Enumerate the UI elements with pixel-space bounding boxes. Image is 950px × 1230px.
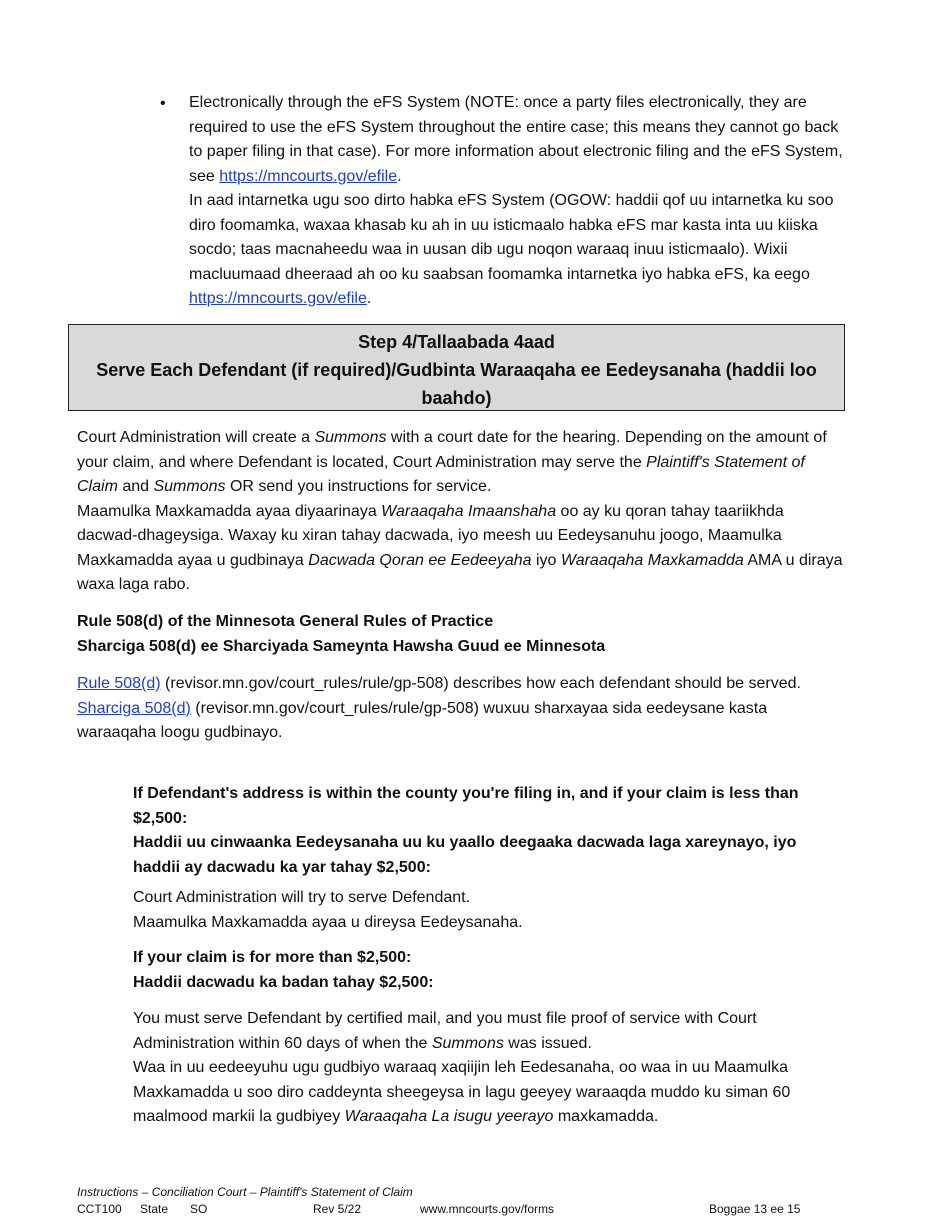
efile-link-somali[interactable]: https://mncourts.gov/efile	[189, 290, 367, 307]
footer-language: SO	[190, 1202, 208, 1216]
case2-heading-english: If your claim is for more than $2,500:	[133, 949, 412, 966]
rule-description	[77, 672, 847, 746]
footer-revision: Rev 5/22	[313, 1202, 362, 1216]
case1-heading	[133, 782, 833, 880]
efs-bullet-english: Electronically through the eFS System (NOTE: once a party files electronically, they are required to use the eFS System throughout the entire case; this means they cannot go back to paper filing in that case). For more information about electronic filing and the eFS System, see https://mncourts.gov/efile.	[189, 94, 843, 185]
rule-heading-english: Rule 508(d) of the Minnesota General Rules of Practice	[77, 613, 494, 630]
case1-text	[133, 886, 833, 935]
bullet-icon: •	[160, 95, 166, 112]
case2-heading	[133, 946, 833, 995]
sharciga-508d-link[interactable]: Sharciga 508(d)	[77, 699, 191, 717]
footer-page-number: Boggae 13 ee 15	[709, 1202, 801, 1216]
step-4-title: Step 4/Tallaabada 4aad	[358, 332, 555, 352]
case1-heading-english: If Defendant's address is within the county you're filing in, and if your claim is less than $2,500:	[133, 785, 799, 827]
rule-heading	[77, 610, 847, 659]
case2-heading-somali: Haddii dacwadu ka badan tahay $2,500:	[133, 973, 434, 991]
intro-somali: Maamulka Maxkamadda ayaa diyaarinaya Waraaqaha Imaanshaha oo ay ku qoran tahay taariikhda dacwad-dhageysiga. Waxay ku xiran tahay dacwada, iyo meesh uu Eedeysanuhu joogo, Maamulka Maxkamadda ayaa u gudbinaya Dacwada Qoran ee Eedeeyaha iyo Waraaqaha Maxkamadda AMA u diraya waxa laga rabo.	[77, 502, 843, 593]
case2-text-english: You must serve Defendant by certified mail, and you must file proof of service with Court Administration within 60 days of when the Summons was issued.	[133, 1010, 757, 1052]
step-4-subtitle: Serve Each Defendant (if required)/Gudbinta Waraaqaha ee Eedeysanaha (haddii loo baahdo)	[96, 360, 817, 408]
footer-state: State	[140, 1202, 169, 1216]
efs-bullet-item	[189, 91, 849, 312]
footer-form-code: CCT100	[77, 1202, 122, 1216]
efs-bullet-somali: In aad intarnetka ugu soo dirto habka eFS System (OGOW: haddii qof uu intarnetka ku soo diro foomamka, waxaa khasab ku ah in uu isticmaalo habka eFS mar kasta inta uu kiiska socdo; taas macnaheedu waa in uusan dib ugu noqon waraaq inuu isticmaalo). Wixii macluumaad dheeraad ah oo ku saabsan foomamka intarnetka iyo habka eFS, ka eego https://mncourts.gov/efile.	[189, 192, 834, 307]
case1-heading-somali: Haddii uu cinwaanka Eedeysanaha uu ku yaallo deegaaka dacwada laga xareynayo, iyo haddii ay dacwadu ka yar tahay $2,500:	[133, 834, 797, 876]
rule-text-english: Rule 508(d) (revisor.mn.gov/court_rules/rule/gp-508) describes how each defendant should be served.	[77, 675, 801, 692]
rule-heading-somali: Sharciga 508(d) ee Sharciyada Sameynta Hawsha Guud ee Minnesota	[77, 637, 606, 655]
case1-text-english: Court Administration will try to serve Defendant.	[133, 889, 471, 906]
footer-url: www.mncourts.gov/forms	[420, 1202, 555, 1216]
efile-link-english[interactable]: https://mncourts.gov/efile	[219, 167, 398, 185]
case2-text	[133, 1007, 833, 1130]
case1-text-somali: Maamulka Maxkamadda ayaa u direysa Eedeysanaha.	[133, 913, 523, 931]
intro-section	[77, 426, 847, 598]
step-4-heading-box	[68, 324, 845, 411]
rule-508d-link[interactable]: Rule 508(d)	[77, 675, 161, 692]
case2-text-somali: Waa in uu eedeeyuhu ugu gudbiyo waraaq xaqiijin leh Eedesanaha, oo waa in uu Maamulka Maxkamadda u soo diro caddeynta sheegeysa in lagu geeyey waraaqda muddo ku siman 60 maalmood markii la gudbiyey Waraaqaha La isugu yeerayo maxkamadda.	[133, 1059, 791, 1125]
footer-title: Instructions – Conciliation Court – Plaintiff's Statement of Claim	[77, 1185, 413, 1199]
rule-text-somali: Sharciga 508(d) (revisor.mn.gov/court_rules/rule/gp-508) wuxuu sharxayaa sida eedeysane kasta waraaqaha loogu gudbinayo.	[77, 699, 768, 741]
intro-english: Court Administration will create a Summons with a court date for the hearing. Depending on the amount of your claim, and where Defendant is located, Court Administration may serve the Plaintiff's Statement of Claim and Summons OR send you instructions for service.	[77, 429, 827, 495]
